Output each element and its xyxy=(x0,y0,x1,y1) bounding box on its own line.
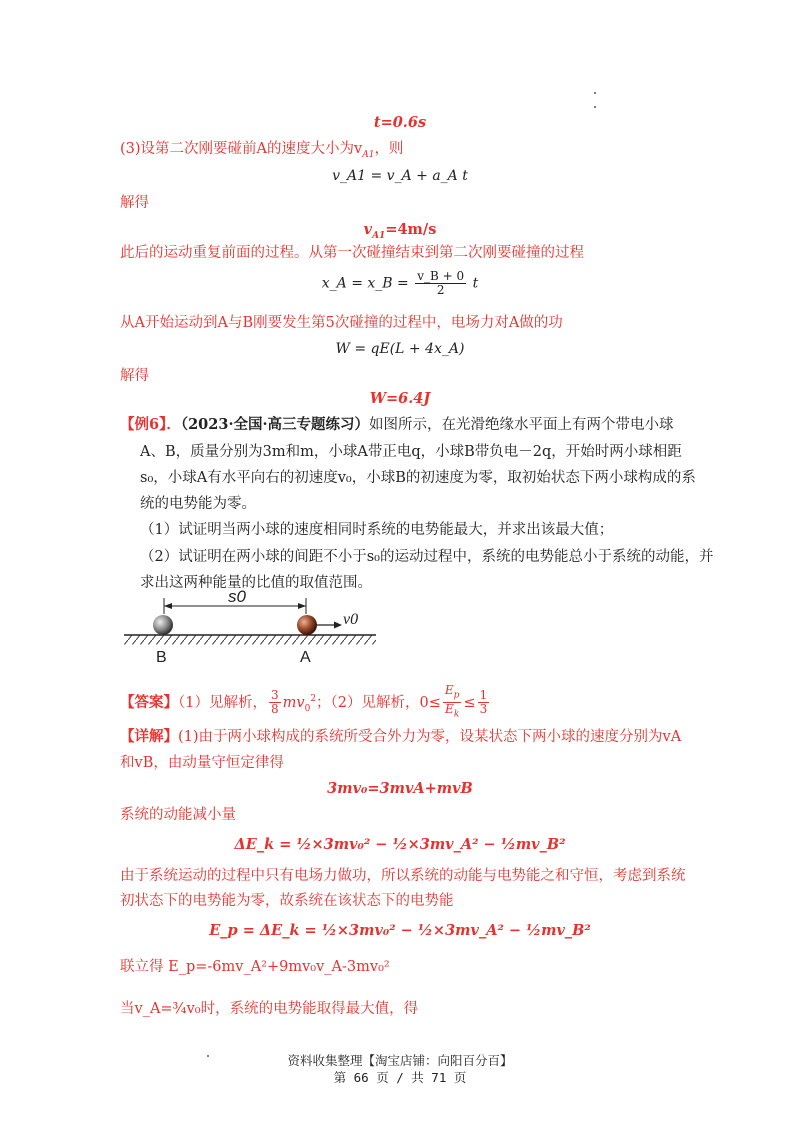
equation-displacement: x_A = x_B = $\frac{v\_B + 0}{2}$ t xyxy=(321,269,479,297)
va1-result: $v_{A1}=4m/s$ xyxy=(363,221,437,241)
work-result: W=6.4J xyxy=(369,390,431,407)
scan-dot xyxy=(594,106,596,108)
equation-delta-ek: ΔE_k = ½×3mv₀² − ½×3mv_A² − ½mv_B² xyxy=(234,836,566,853)
equation-velocity: v_A1 = v_A + a_A t xyxy=(332,168,468,184)
answer-label: 【答案】 xyxy=(120,693,178,711)
equation-work: W = qE(L + 4x_A) xyxy=(335,341,465,357)
example-source: （2023·全国·高三专题练习） xyxy=(180,416,370,433)
ground-hatch xyxy=(124,636,376,645)
footer-page-number: 第 66 页 / 共 71 页 xyxy=(333,1070,467,1085)
t-result: t=0.6s xyxy=(373,114,427,131)
max-condition-text: 当v_A=¾v₀时，系统的电势能取得最大值，得 xyxy=(120,1001,419,1017)
question-2-line-1: （2）试证明在两小球的间距不小于s₀的运动过程中，系统的电势能总小于系统的动能，并 xyxy=(140,549,714,565)
fraction: $\frac{v\_B + 0}{2}$ xyxy=(417,269,465,297)
label-s0: s0 xyxy=(228,590,246,606)
combine-text: 联立得 E_p=-6mv_A²+9mv₀v_A-3mv₀² xyxy=(120,959,390,975)
example-label: 【例6】． xyxy=(120,416,181,433)
ball-b xyxy=(153,615,173,635)
energy-text-1: 由于系统运动的过程中只有电场力做功，所以系统的动能与电势能之和守恒，考虑到系统 xyxy=(120,868,686,884)
work-text: 从A开始运动到A与B刚要发生第5次碰撞的过程中，电场力对A做的功 xyxy=(120,315,563,331)
detail-line-1: 【详解】(1)由于两小球构成的系统所受合外力为零，设某状态下两小球的速度分别为vA xyxy=(120,728,682,745)
question-1: （1）试证明当两小球的速度相同时系统的电势能最大，并求出该最大值； xyxy=(140,522,614,538)
question-2-line-2: 求出这两种能量的比值的取值范围。 xyxy=(140,575,372,591)
label-b: B xyxy=(156,649,167,666)
example-line-2: A、B，质量分别为3m和m，小球A带正电q，小球B带负电－2q，开始时两小球相距 xyxy=(140,444,682,460)
arrow-left xyxy=(164,603,172,609)
detail-label: 【详解】 xyxy=(120,728,178,745)
energy-text-2: 初状态下的电势能为零，故系统在该状态下的电势能 xyxy=(120,893,454,909)
equation-momentum: 3mv₀=3mvA+mvB xyxy=(327,780,473,797)
detail-line-2: 和vB，由动量守恒定律得 xyxy=(120,755,284,771)
example-line-4: 统的电势能为零。 xyxy=(140,496,256,512)
part3-intro: (3)设第二次刚要碰前A的速度大小为$v_{A1}$，则 xyxy=(120,141,404,160)
two-ball-figure xyxy=(120,590,380,666)
example-line-3: s₀，小球A有水平向右的初速度v₀，小球B的初速度为零，取初始状态下两小球构成的系 xyxy=(140,470,696,486)
repeat-process-text: 此后的运动重复前面的过程。从第一次碰撞结束到第二次刚要碰撞的过程 xyxy=(120,245,584,261)
label-a: A xyxy=(300,649,311,666)
scan-dot xyxy=(594,92,596,94)
ke-reduce-text: 系统的动能减小量 xyxy=(120,807,236,823)
solve-label-2: 解得 xyxy=(120,368,149,384)
footer-source: 资料收集整理【淘宝店铺：向阳百分百】 xyxy=(287,1053,513,1068)
equation-ep: E_p = ΔE_k = ½×3mv₀² − ½×3mv_A² − ½mv_B² xyxy=(209,922,591,939)
arrow-right xyxy=(298,603,306,609)
label-v0: v0 xyxy=(343,611,359,628)
example-heading: 【例6】．（2023·全国·高三专题练习）如图所示，在光滑绝缘水平面上有两个带电小球 xyxy=(120,416,674,433)
solve-label-1: 解得 xyxy=(120,195,149,211)
ball-a xyxy=(297,615,317,635)
answer-line: 【答案】（1）见解析， $\frac{3}{8}$ $mv_0^2$；（2）见解析，0≤ $\frac{E_p}{E_k}$ ≤ $\frac{1}{3}$ xyxy=(120,683,488,720)
